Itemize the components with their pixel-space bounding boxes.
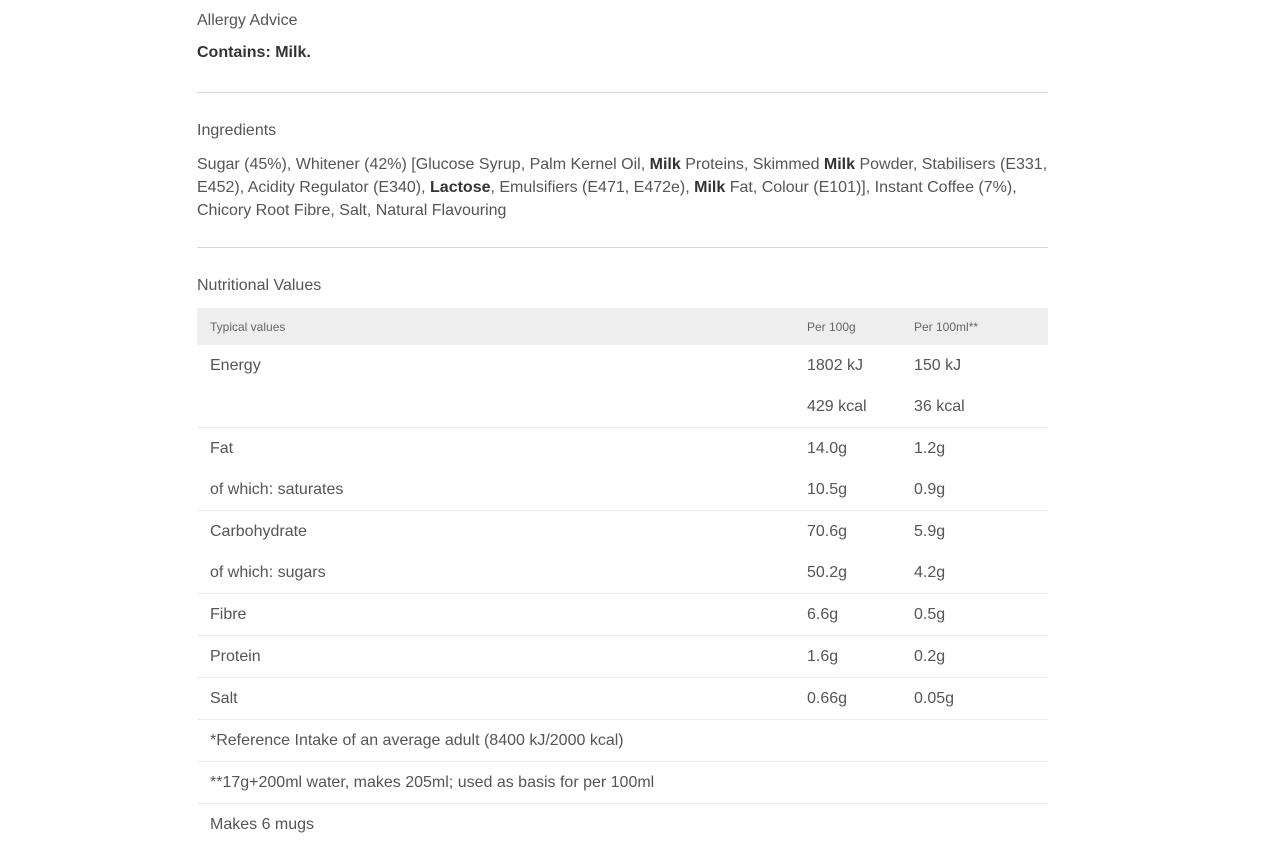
ingredients-heading: Ingredients <box>197 122 277 139</box>
ingredients-segment: Powder, Stabilisers (E331, E452), Acidity Regulator (E340), <box>197 156 1048 196</box>
value-per-100ml: 1.2g <box>914 440 946 457</box>
value-per-100g: 0.66g <box>807 690 848 707</box>
nutrition-row-group <box>197 678 1048 720</box>
ingredients-text <box>197 153 1048 222</box>
table-row <box>197 594 1048 635</box>
header-per-100g: Per 100g <box>807 320 856 334</box>
nutrition-row-group <box>197 511 1048 594</box>
nutrient-name: of which: saturates <box>210 481 344 498</box>
nutritional-values-heading: Nutritional Values <box>197 277 322 294</box>
value-per-100ml: 36 kcal <box>914 398 965 415</box>
value-per-100g: 6.6g <box>807 606 839 623</box>
table-row <box>197 469 1048 510</box>
value-per-100ml: 150 kJ <box>914 357 962 374</box>
value-per-100g: 10.5g <box>807 481 848 498</box>
table-row <box>197 428 1048 469</box>
value-per-100g: 50.2g <box>807 564 848 581</box>
nutrient-name: Salt <box>210 690 238 707</box>
table-row <box>197 678 1048 719</box>
nutrient-name: of which: sugars <box>210 564 326 581</box>
nutrient-name: Fat <box>210 440 234 457</box>
nutrition-table-header <box>197 308 1048 345</box>
footnote-row <box>197 762 1048 804</box>
nutrient-name: Protein <box>210 648 261 665</box>
allergen-highlight: Milk <box>823 156 856 173</box>
footnote-text: *Reference Intake of an average adult (8400 kJ/2000 kcal) <box>210 732 624 749</box>
value-per-100ml: 0.5g <box>914 606 946 623</box>
allergen-highlight: Milk <box>694 179 726 196</box>
value-per-100ml: 0.2g <box>914 648 946 665</box>
nutrition-table <box>197 308 1048 845</box>
nutrient-name: Energy <box>210 357 261 374</box>
nutrition-row-group <box>197 428 1048 511</box>
value-per-100ml: 0.9g <box>914 481 946 498</box>
table-row <box>197 386 1048 427</box>
ingredients-segment: Proteins, Skimmed <box>680 156 824 173</box>
ingredients-segment: Sugar (45%), Whitener (42%) [Glucose Syrup, Palm Kernel Oil, <box>197 156 650 173</box>
allergy-advice-value: Contains: Milk. <box>197 44 311 61</box>
ingredients-segment: , Emulsifiers (E471, E472e), <box>490 179 695 196</box>
value-per-100g: 1802 kJ <box>807 357 864 374</box>
allergy-advice-heading: Allergy Advice <box>197 12 298 29</box>
table-row <box>197 345 1048 386</box>
allergen-highlight: Lactose <box>430 179 491 196</box>
footnote-row <box>197 720 1048 762</box>
nutrition-row-group <box>197 594 1048 636</box>
ingredients-segment: Fat, Colour (E101)], Instant Coffee (7%), Chicory Root Fibre, Salt, Natural Flavouring <box>197 179 1017 219</box>
nutrient-name: Carbohydrate <box>210 523 307 540</box>
footnote-text: **17g+200ml water, makes 205ml; used as basis for per 100ml <box>210 774 655 791</box>
footnote-row <box>197 804 1048 845</box>
nutrition-row-group <box>197 636 1048 678</box>
footnote-text: Makes 6 mugs <box>210 816 315 833</box>
value-per-100g: 429 kcal <box>807 398 867 415</box>
nutrient-name: Fibre <box>210 606 247 623</box>
table-row <box>197 636 1048 677</box>
value-per-100g: 70.6g <box>807 523 848 540</box>
value-per-100ml: 4.2g <box>914 564 946 581</box>
value-per-100g: 1.6g <box>807 648 839 665</box>
divider <box>197 92 1048 93</box>
nutrition-row-group <box>197 345 1048 428</box>
table-row <box>197 552 1048 593</box>
nutrition-table-body <box>197 345 1048 720</box>
value-per-100ml: 5.9g <box>914 523 946 540</box>
header-typical-values: Typical values <box>210 320 286 334</box>
header-per-100ml: Per 100ml** <box>914 320 979 334</box>
allergen-highlight: Milk <box>649 156 681 173</box>
divider <box>197 247 1048 248</box>
nutrition-footnotes <box>197 720 1048 845</box>
value-per-100ml: 0.05g <box>914 690 955 707</box>
table-row <box>197 511 1048 552</box>
value-per-100g: 14.0g <box>807 440 848 457</box>
